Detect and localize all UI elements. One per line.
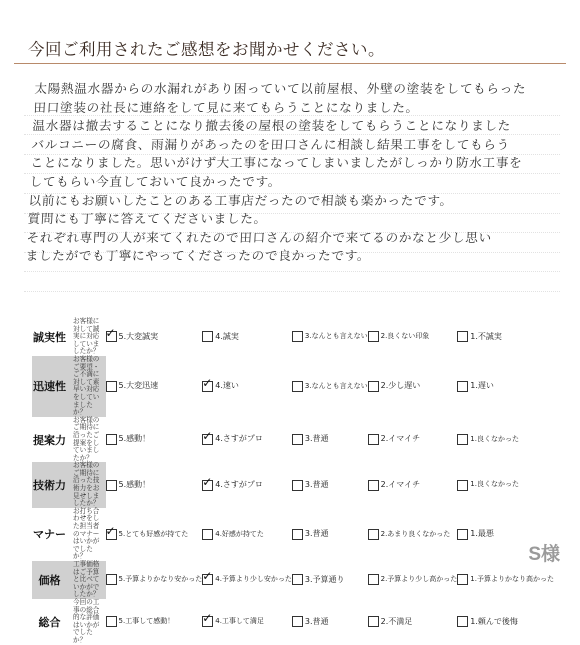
checkbox-icon[interactable]	[106, 616, 117, 627]
letter-line: ことになりました。思いがけず大工事になってしまいましたがしっかり防水工事を	[30, 155, 523, 171]
checked-checkbox-icon[interactable]	[202, 434, 213, 445]
evaluation-row	[32, 318, 554, 356]
rating-option-label: 3.予算通り	[304, 574, 345, 584]
rating-option-label: 2.あまり良くなかった	[380, 529, 451, 538]
rating-option-label: 4.速い	[215, 381, 239, 391]
rating-option[interactable]	[106, 599, 203, 645]
question-text: 今回の工事の総合的な評価はいかがでしたか？	[73, 597, 100, 644]
checkbox-icon[interactable]	[202, 331, 213, 342]
checkbox-icon[interactable]	[457, 381, 468, 392]
checkbox-icon[interactable]	[106, 480, 117, 491]
rating-option[interactable]	[106, 508, 203, 561]
letter-line: 温水器は撤去することになり撤去後の屋根の塗装をしてもらうことになりました	[32, 118, 512, 134]
rating-option-label: 2.予算より少し高かった	[380, 575, 458, 584]
rating-option[interactable]	[202, 462, 292, 508]
letter-line: 田口塗装の社長に連絡をして見に来てもらうことになりました。	[33, 99, 420, 115]
checkbox-icon[interactable]	[368, 529, 379, 540]
rating-option[interactable]	[368, 462, 458, 508]
rating-option[interactable]	[106, 417, 203, 463]
rating-option-label: 5.感動！	[118, 479, 151, 489]
rating-option[interactable]	[368, 356, 458, 417]
rating-option[interactable]	[202, 356, 292, 417]
rating-option-label: 2.不満足	[380, 616, 413, 626]
checkbox-icon[interactable]	[292, 480, 303, 491]
rating-option-label: 5.感動！	[118, 434, 151, 444]
rating-option-label: 1.予算よりかなり高かった	[470, 575, 554, 584]
rating-option-label: 3.普通	[304, 479, 329, 489]
checkbox-icon[interactable]	[106, 434, 117, 445]
letter-line: 質問にも丁寧に答えてくださいました。	[27, 211, 268, 227]
rating-option-label: 3.なんとも言えない	[304, 381, 368, 390]
rating-option-label: 4.予算より少し安かった	[215, 575, 292, 584]
evaluation-table	[32, 318, 554, 645]
rating-option-label: 1.良くなかった	[470, 480, 519, 489]
rating-option[interactable]	[106, 462, 203, 508]
rating-option-label: 3.なんとも言えない	[304, 332, 368, 341]
question-text: お打ち合わせをした担当者のマナーはいかがでしたか？	[73, 506, 100, 561]
checkbox-icon[interactable]	[292, 529, 303, 540]
checkbox-icon[interactable]	[292, 331, 303, 342]
question-text: お客様のご期待に沿った技術力をお見せしましたか？	[67, 462, 106, 508]
rating-option-label: 3.普通	[304, 434, 329, 444]
rating-option-label: 1.遅い	[470, 381, 494, 391]
rating-option-label: 2.良くない印象	[380, 332, 430, 341]
rating-option-label: 5.大変迅速	[118, 381, 159, 391]
letter-line: バルコニーの腐食、雨漏りがあったのを田口さんに相談し結果工事をしてもらう	[31, 136, 511, 152]
rating-option[interactable]	[457, 462, 554, 508]
checkbox-icon[interactable]	[457, 616, 468, 627]
letter-line: 太陽熱温水器からの水漏れがあり困っていて以前屋根、外壁の塗装をしてもらった	[34, 81, 527, 96]
category-label: 総合	[38, 615, 61, 629]
rating-option[interactable]	[202, 508, 292, 561]
rating-option[interactable]	[457, 417, 554, 463]
question-text: お客様のご要望・ご不満に対して素早い対応をしていましたか？	[67, 356, 106, 417]
evaluation-row	[32, 417, 554, 463]
checkbox-icon[interactable]	[292, 381, 303, 392]
title-divider	[14, 63, 566, 64]
checked-checkbox-icon[interactable]	[106, 331, 117, 342]
category-label: 迅速性	[32, 356, 67, 417]
rating-option-label: 1.最悪	[470, 529, 494, 539]
evaluation-row	[32, 599, 554, 645]
rating-option[interactable]	[106, 318, 203, 356]
rating-option[interactable]	[368, 318, 458, 356]
rating-option-label: 1.良くなかった	[470, 434, 519, 443]
rating-option-label: 4.工事して満足	[215, 617, 264, 626]
letter-line: 以前にもお願いしたことのある工事店だったので相談も楽かったです。	[28, 192, 454, 208]
checkbox-icon[interactable]	[368, 616, 379, 627]
rating-option[interactable]	[457, 599, 554, 645]
question-text: お客様のご期待に沿ったご提案をしていましたか？	[73, 415, 100, 462]
customer-signature: S様	[528, 544, 560, 565]
rating-option[interactable]	[368, 508, 458, 561]
rating-option-label: 5.予算よりかなり安かった	[118, 575, 203, 584]
rating-option-label: 5.大変誠実	[118, 331, 159, 341]
rating-option[interactable]	[202, 599, 292, 645]
checkbox-icon[interactable]	[457, 331, 468, 342]
checked-checkbox-icon[interactable]	[202, 616, 213, 627]
checkbox-icon[interactable]	[457, 529, 468, 540]
rating-option-label: 5.とても好感が持てた	[118, 529, 189, 538]
question-text: 工事価格はご予算と比べていかがでしたか？	[67, 561, 106, 599]
rating-option-label: 2.少し遅い	[380, 381, 421, 391]
rating-option[interactable]	[368, 417, 458, 463]
evaluation-row	[32, 356, 554, 417]
rating-option-label: 5.工事して感動！	[118, 617, 175, 626]
rating-option-label: 1.頼んで後悔	[470, 616, 518, 626]
category-label: 価格	[32, 561, 67, 599]
checkbox-icon[interactable]	[292, 434, 303, 445]
category-label: 提案力	[33, 433, 66, 447]
rating-option[interactable]	[292, 318, 368, 356]
evaluation-row	[32, 462, 554, 508]
rating-option-label: 4.さすがプロ	[215, 434, 263, 444]
rating-option-label: 3.普通	[304, 616, 329, 626]
rating-option[interactable]	[292, 417, 368, 463]
letter-line: それぞれ専門の人が来てくれたので田口さんの紹介で来てるのかなと少し思い	[26, 229, 493, 245]
rating-option[interactable]	[202, 318, 292, 356]
category-label: マナー	[33, 528, 66, 542]
evaluation-row	[32, 508, 554, 561]
checkbox-icon[interactable]	[368, 331, 379, 342]
checked-checkbox-icon[interactable]	[106, 529, 117, 540]
checkbox-icon[interactable]	[457, 434, 468, 445]
checkbox-icon[interactable]	[106, 381, 117, 392]
checkbox-icon[interactable]	[368, 381, 379, 392]
rating-option[interactable]	[368, 599, 458, 645]
rating-option-label: 4.誠実	[215, 331, 239, 341]
rating-option-label: 4.さすがプロ	[215, 479, 263, 489]
rating-option[interactable]	[292, 599, 368, 645]
checked-checkbox-icon[interactable]	[202, 480, 213, 491]
rating-option[interactable]	[202, 417, 292, 463]
category-label: 誠実性	[33, 330, 66, 344]
rating-option[interactable]	[457, 356, 554, 417]
rating-option-label: 2.イマイチ	[380, 434, 421, 444]
question-text: お客様に対して誠実に対応していましたか？	[73, 317, 100, 356]
rating-option-label: 4.好感が持てた	[215, 529, 264, 538]
rating-option-label: 2.イマイチ	[380, 479, 421, 489]
checked-checkbox-icon[interactable]	[202, 381, 213, 392]
page-title: 今回ご利用されたご感想をお聞かせください。	[28, 40, 385, 59]
letter-line: してもらい今直しておいて良かったです。	[29, 173, 282, 189]
checkbox-icon[interactable]	[368, 480, 379, 491]
rating-option-label: 1.不誠実	[470, 331, 502, 341]
rating-option[interactable]	[106, 356, 203, 417]
checkbox-icon[interactable]	[368, 434, 379, 445]
rating-option[interactable]	[292, 462, 368, 508]
rating-option[interactable]	[457, 318, 554, 356]
letter-line: ましたがでも丁寧にやってくださったので良かったです。	[25, 248, 371, 264]
handwritten-letter	[25, 80, 565, 266]
rating-option-label: 3.普通	[304, 529, 329, 539]
rating-option[interactable]	[292, 356, 368, 417]
checkbox-icon[interactable]	[292, 616, 303, 627]
checkbox-icon[interactable]	[202, 529, 213, 540]
rating-option[interactable]	[292, 508, 368, 561]
category-label: 技術力	[32, 462, 67, 508]
checkbox-icon[interactable]	[457, 480, 468, 491]
